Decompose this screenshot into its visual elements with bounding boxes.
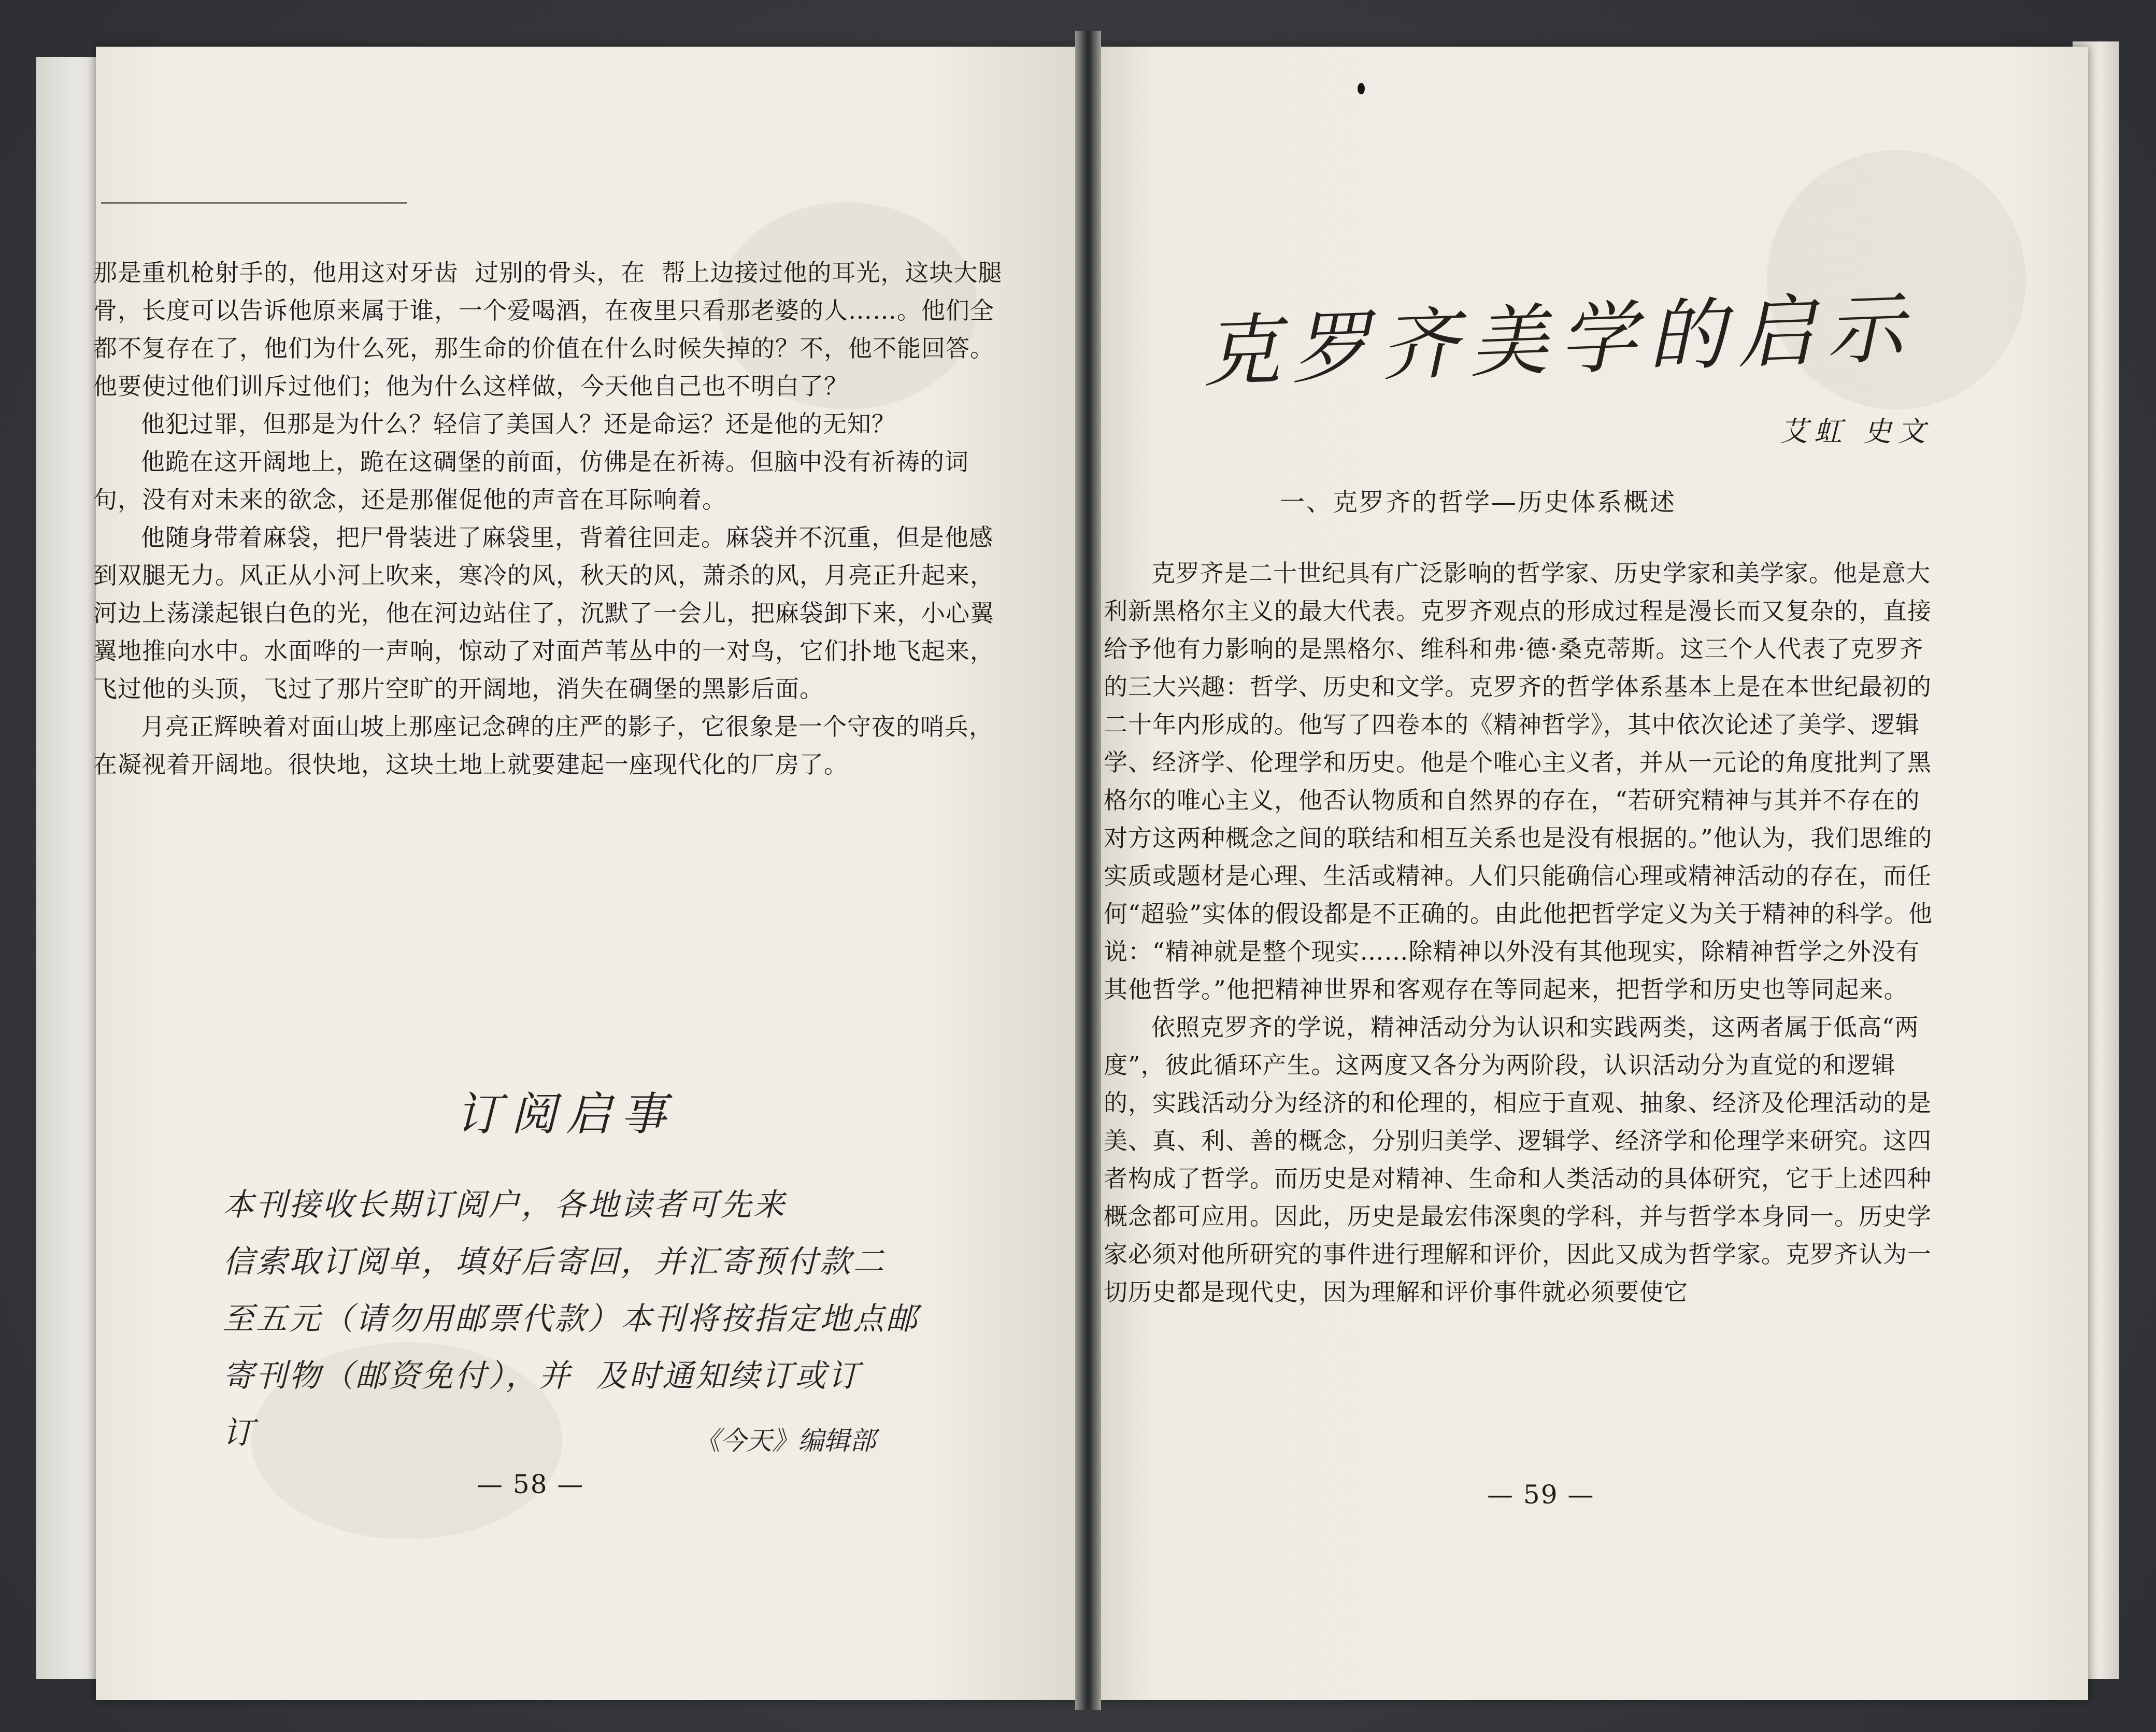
article-author: 艾虹 史文	[1780, 415, 1932, 448]
subscription-notice-title: 订阅启事	[456, 1087, 676, 1141]
ink-speck	[1358, 83, 1365, 94]
paragraph: 依照克罗齐的学说，精神活动分为认识和实践两类，这两者属于低高“两度”，彼此循环产生。这两度又各分为两阶段，认识活动分为直觉的和逻辑的，实践活动分为经济的和伦理的，相应于直观、抽象、经济及伦理活动的是美、真、利、善的概念，分别归美学、逻辑学、经济学和伦理学来研究。这四者构成了哲学。而历史是对精神、生命和人类活动的具体研究，它于上述四种概念都可应用。因此，历史是最宏伟深奥的学科，并与哲学本身同一。历史学家必须对他所研究的事件进行理解和评价，因此又成为哲学家。克罗齐认为一切历史都是现代史，因为理解和评价事件就必须要使它	[1104, 1013, 1932, 1306]
article-title: 克罗齐美学的启示	[1201, 283, 1917, 398]
top-rule	[101, 202, 407, 204]
left-page-text	[93, 254, 1016, 784]
paragraph: 他随身带着麻袋，把尸骨装进了麻袋里，背着往回走。麻袋并不沉重，但是他感到双腿无力。风正从小河上吹来，寒冷的风，秋天的风，萧杀的风，月亮正升起来，河边上荡漾起银白色的光，他在河边站住了，沉默了一会儿，把麻袋卸下来，小心翼翼地推向水中。水面哗的一声响，惊动了对面芦苇丛中的一对鸟，它们扑地飞起来，飞过他的头顶，飞过了那片空旷的开阔地，消失在碉堡的黑影后面。	[93, 523, 994, 703]
subscription-notice-body: 本刊接收长期订阅户，各地读者可先来 信索取订阅单，填好后寄回，并汇寄预付款二 至五元（请勿用邮票代款）本刊将按指定地点邮 寄刊物（邮资免付），并 及时通知续订或订 订	[223, 1187, 919, 1451]
book-spine	[1075, 31, 1101, 1710]
paragraph: 那是重机枪射手的，他用这对牙齿 过别的骨头，在 帮上边接过他的耳光，这块大腿骨，长度可以告诉他原来属于谁，一个爱喝酒，在夜里只看那老婆的人……。他们全都不复存在了，他们为什么死，那生命的价值在什么时候失掉的？不，他不能回答。他要使过他们训斥过他们；他为什么这样做，今天他自己也不明白了？	[93, 259, 1003, 400]
page-number-left: — 58 —	[477, 1469, 584, 1499]
right-page-text	[1104, 555, 1943, 1311]
paragraph: 克罗齐是二十世纪具有广泛影响的哲学家、历史学家和美学家。他是意大利新黑格尔主义的最大代表。克罗齐观点的形成过程是漫长而又复杂的，直接给予他有力影响的是黑格尔、维科和弗·德·桑克蒂斯。这三个人代表了克罗齐的三大兴趣：哲学、历史和文学。克罗齐的哲学体系基本上是在本世纪最初的二十年内形成的。他写了四卷本的《精神哲学》，其中依次论述了美学、逻辑学、经济学、伦理学和历史。他是个唯心主义者，并从一元论的角度批判了黑格尔的唯心主义，他否认物质和自然界的存在，“若研究精神与其并不存在的对方这两种概念之间的联结和相互关系也是没有根据的。”他认为，我们思维的实质或题材是心理、生活或精神。人们只能确信心理或精神活动的存在，而任何“超验”实体的假设都是不正确的。由此他把哲学定义为关于精神的科学。他说：“精神就是整个现实……除精神以外没有其他现实，除精神哲学之外没有其他哲学。”他把精神世界和客观存在等同起来，把哲学和历史也等同起来。	[1104, 559, 1933, 1003]
subscription-notice-signature: 《今天》编辑部	[694, 1426, 876, 1456]
paragraph: 他犯过罪，但那是为什么？轻信了美国人？还是命运？还是他的无知？	[141, 410, 896, 438]
paragraph: 他跪在这开阔地上，跪在这碉堡的前面，仿佛是在祈祷。但脑中没有祈祷的词句，没有对未来的欲念，还是那催促他的声音在耳际响着。	[93, 448, 969, 514]
paragraph: 月亮正辉映着对面山坡上那座记念碑的庄严的影子，它很象是一个守夜的哨兵，在凝视着开阔地。很快地，这块土地上就要建起一座现代化的厂房了。	[93, 713, 993, 778]
page-number-right: — 59 —	[1487, 1480, 1595, 1510]
section-heading: 一、克罗齐的哲学—历史体系概述	[1280, 488, 1677, 517]
